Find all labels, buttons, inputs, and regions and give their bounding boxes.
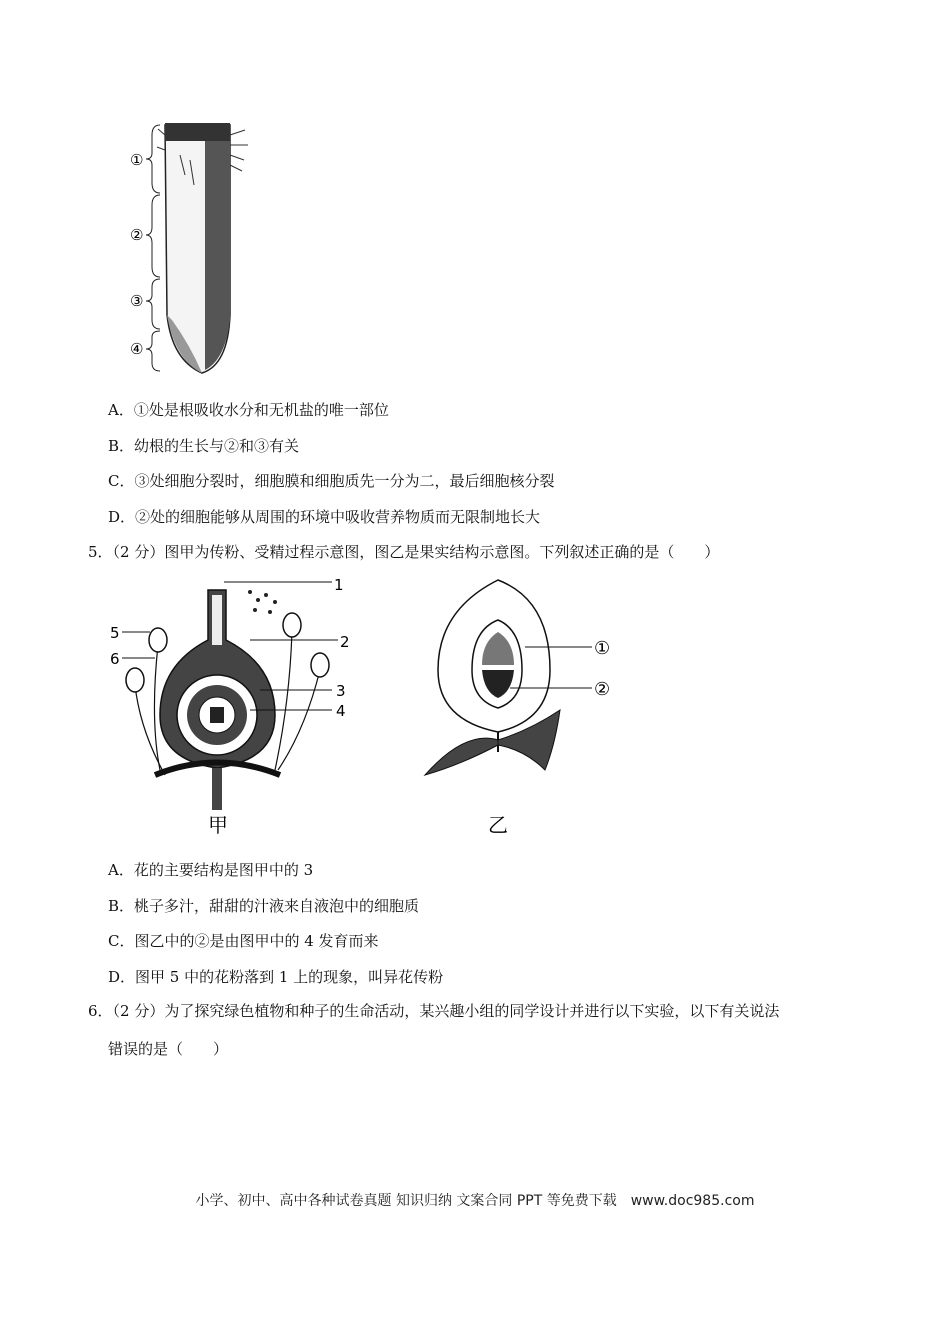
q4-option-b: B．幼根的生长与②和③有关 xyxy=(108,437,300,455)
q5-option-a: A．花的主要结构是图甲中的 3 xyxy=(108,861,314,879)
fruit-label-2: ② xyxy=(594,679,611,700)
flower-label-1: 1 xyxy=(334,576,344,594)
root-tip-figure xyxy=(110,115,260,380)
root-label-3: ③ xyxy=(130,292,144,310)
flower-label-2: 2 xyxy=(340,633,350,651)
flower-label-4: 4 xyxy=(336,702,346,720)
q4-option-c: C．③处细胞分裂时，细胞膜和细胞质先一分为二，最后细胞核分裂 xyxy=(108,472,555,490)
q6-stem-line1: 6．（2 分）为了探究绿色植物和种子的生命活动，某兴趣小组的同学设计并进行以下实验，以下有关说法 xyxy=(88,1002,780,1020)
q4-option-a: A．①处是根吸收水分和无机盐的唯一部位 xyxy=(108,401,389,419)
flower-label-3: 3 xyxy=(336,682,346,700)
fruit-label-1: ① xyxy=(594,638,611,659)
page-footer: 小学、初中、高中各种试卷真题 知识归纳 文案合同 PPT 等免费下载 www.doc985.com xyxy=(195,1193,755,1209)
q4-option-d: D．②处的细胞能够从周围的环境中吸收营养物质而无限制地长大 xyxy=(108,508,541,526)
flower-label-6: 6 xyxy=(110,650,120,668)
fruit-structure-figure xyxy=(410,570,640,840)
root-label-4: ④ xyxy=(130,340,144,358)
q6-stem-line2: 错误的是（ ） xyxy=(108,1040,229,1058)
flower-pollination-figure xyxy=(100,570,380,840)
flower-label-5: 5 xyxy=(110,624,120,642)
root-label-1: ① xyxy=(130,151,144,169)
q5-option-d: D．图甲 5 中的花粉落到 1 上的现象，叫异花传粉 xyxy=(108,968,444,986)
root-label-2: ② xyxy=(130,226,144,244)
fruit-caption: 乙 xyxy=(488,813,508,837)
flower-caption: 甲 xyxy=(208,813,228,837)
q5-option-c: C．图乙中的②是由图甲中的 4 发育而来 xyxy=(108,932,379,950)
q5-option-b: B．桃子多汁，甜甜的汁液来自液泡中的细胞质 xyxy=(108,897,420,915)
q5-stem: 5．（2 分）图甲为传粉、受精过程示意图，图乙是果实结构示意图。下列叙述正确的是（ ） xyxy=(88,543,720,561)
